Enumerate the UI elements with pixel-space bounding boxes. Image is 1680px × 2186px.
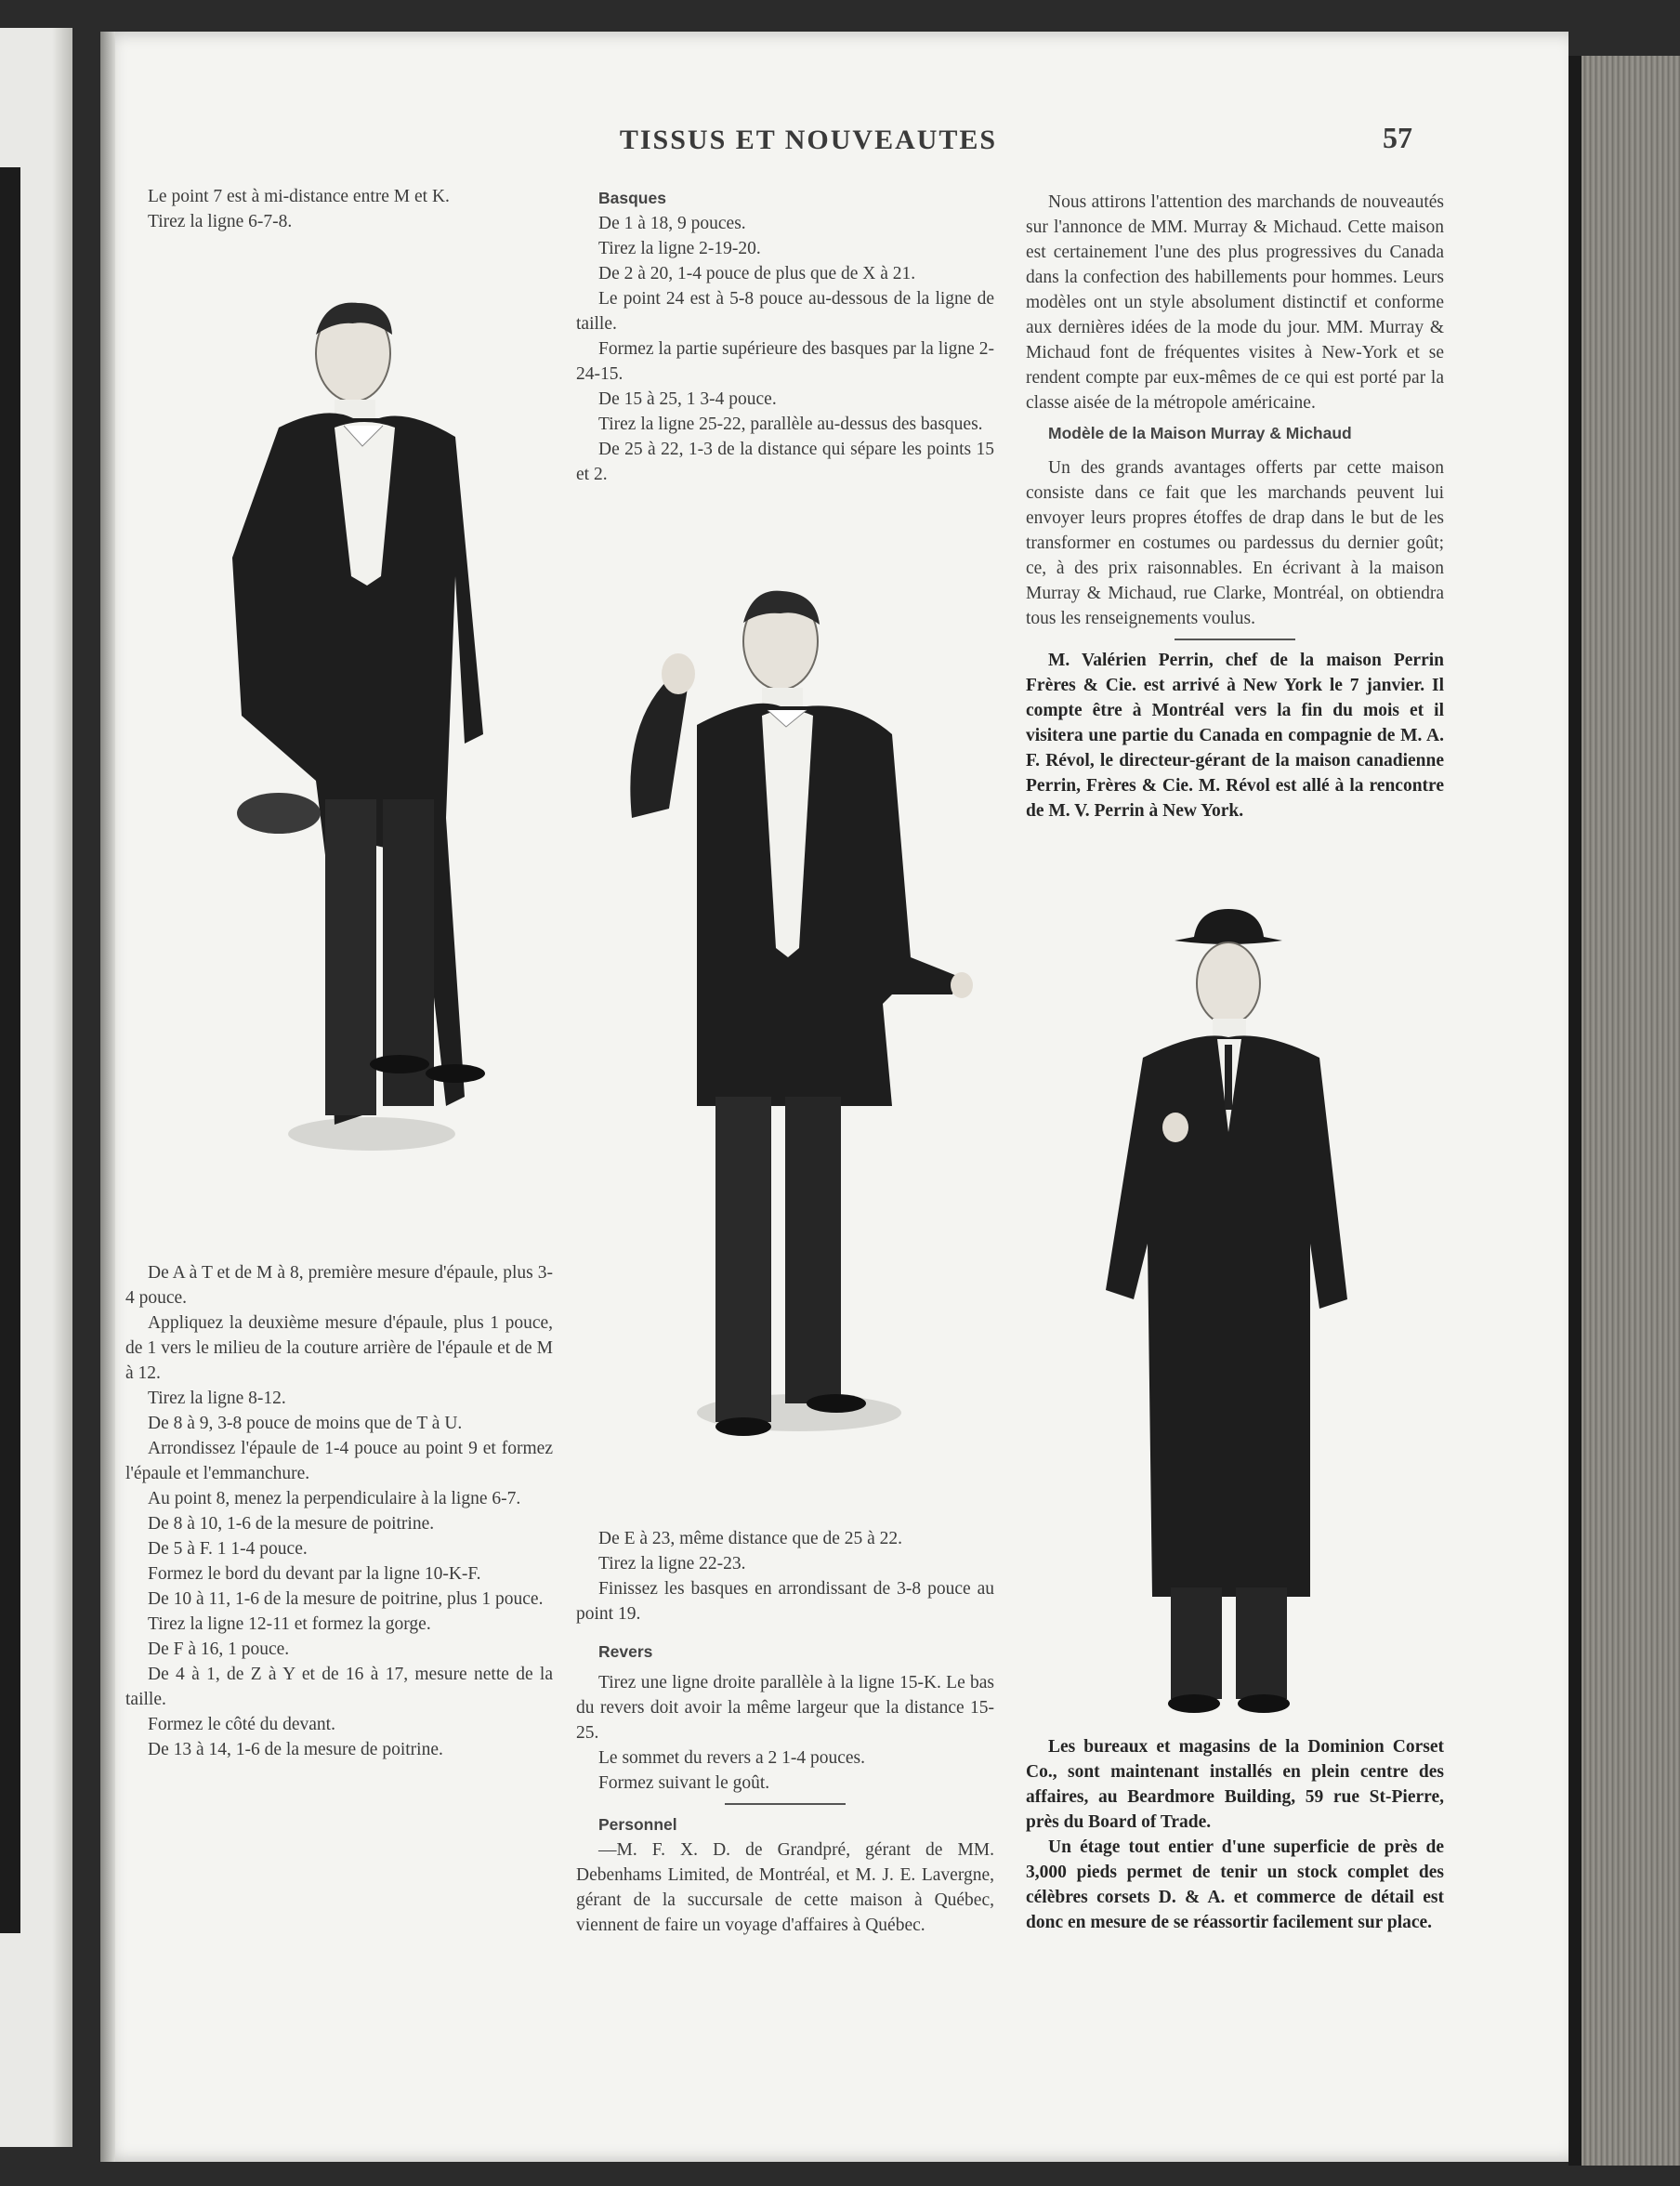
paragraph: De 5 à F. 1 1-4 pouce. bbox=[148, 1539, 308, 1559]
section-heading-basques: Basques bbox=[598, 189, 666, 207]
paragraph: De 1 à 18, 9 pouces. bbox=[598, 214, 746, 233]
page-number: 57 bbox=[1383, 121, 1412, 154]
divider bbox=[1175, 639, 1295, 640]
paragraph: De A à T et de M à 8, première mesure d'épaule, plus 3-4 pouce. bbox=[125, 1263, 553, 1308]
illustration-tailcoat-man bbox=[186, 297, 492, 1218]
book-gutter bbox=[100, 32, 115, 2162]
paragraph: Tirez la ligne 8-12. bbox=[148, 1389, 286, 1408]
paragraph: Au point 8, menez la perpendiculaire à la ligne 6-7. bbox=[148, 1489, 521, 1508]
paragraph: Tirez la ligne 2-19-20. bbox=[598, 239, 761, 258]
paragraph: Finissez les basques en arrondissant de 3-8 pouce au point 19. bbox=[576, 1579, 994, 1624]
paragraph: De 25 à 22, 1-3 de la distance qui sépare les points 15 et 2. bbox=[576, 440, 994, 484]
paragraph: De 13 à 14, 1-6 de la mesure de poitrine. bbox=[148, 1740, 443, 1759]
paragraph: De F à 16, 1 pouce. bbox=[148, 1640, 290, 1659]
paragraph: De 4 à 1, de Z à Y et de 16 à 17, mesure nette de la taille. bbox=[125, 1665, 553, 1709]
paragraph: Le sommet du revers a 2 1-4 pouces. bbox=[598, 1748, 865, 1768]
paragraph: De E à 23, même distance que de 25 à 22. bbox=[598, 1529, 903, 1548]
left-page-dark-bar bbox=[0, 167, 20, 1933]
paragraph: Formez la partie supérieure des basques par la ligne 2-24-15. bbox=[576, 339, 994, 384]
column-1-top bbox=[125, 184, 553, 234]
section-heading-revers: Revers bbox=[598, 1642, 653, 1661]
paragraph: Le point 24 est à 5-8 pouce au-dessous de la ligne de taille. bbox=[576, 289, 994, 334]
paragraph: Les bureaux et magasins de la Dominion Corset Co., sont maintenant installés en plein centre des affaires, au Beardmore Building, 59 rue St-Pierre, près du Board of Trade. bbox=[1026, 1737, 1444, 1832]
paragraph: Formez le bord du devant par la ligne 10-K-F. bbox=[148, 1564, 481, 1584]
left-page-shadow bbox=[52, 28, 72, 2147]
paragraph: De 10 à 11, 1-6 de la mesure de poitrine, plus 1 pouce. bbox=[148, 1589, 544, 1609]
paragraph: Formez le côté du devant. bbox=[148, 1715, 335, 1734]
book-page-stack bbox=[1568, 56, 1680, 2166]
paragraph: De 8 à 10, 1-6 de la mesure de poitrine. bbox=[148, 1514, 435, 1534]
paragraph: Un des grands avantages offerts par cette maison consiste dans ce fait que les marchands peuvent lui envoyer leurs propres étoffes de drap dans le but de les transformer en costumes ou pardessus du dernier goût; ce, à des prix raisonnables. En écrivant à la maison Murray & Michaud, rue Clarke, Montréal, on obtiendra tous les renseignements voulus. bbox=[1026, 458, 1444, 628]
column-2-top bbox=[576, 186, 994, 487]
running-head-title: TISSUS ET NOUVEAUTES bbox=[619, 125, 998, 155]
illustration-overcoat-man bbox=[1078, 909, 1385, 1745]
paragraph: Nous attirons l'attention des marchands de nouveautés sur l'annonce de MM. Murray & Michaud. Cette maison est certainement l'une des plus progressives du Canada dans la confection des habillements pour hommes. Leurs modèles ont un style absolument distinctif et conforme aux dernières idées de la mode du jour. MM. Murray & Michaud font de fréquentes visites à New-York et se rendent compte par eux-mêmes de ce qui est porté par la classe aisée de la métropole américaine. bbox=[1026, 192, 1444, 413]
column-2-bottom bbox=[576, 1526, 994, 1938]
paragraph: De 2 à 20, 1-4 pouce de plus que de X à 21. bbox=[598, 264, 916, 283]
left-page-edge bbox=[0, 28, 72, 2147]
paragraph: Appliquez la deuxième mesure d'épaule, plus 1 pouce, de 1 vers le milieu de la couture arrière de l'épaule et de M à 12. bbox=[125, 1313, 553, 1383]
column-3-bottom bbox=[1026, 1734, 1444, 1935]
paragraph: Un étage tout entier d'une superficie de près de 3,000 pieds permet de tenir un stock complet des célèbres corsets D. & A. et commerce de détail est donc en mesure de se réassortir facilement sur place. bbox=[1026, 1837, 1444, 1932]
paragraph: Tirez la ligne 12-11 et formez la gorge. bbox=[148, 1614, 431, 1634]
column-1-bottom bbox=[125, 1260, 553, 1762]
section-heading-personnel: Personnel bbox=[598, 1815, 677, 1834]
divider bbox=[725, 1803, 846, 1805]
paragraph-perrin: M. Valérien Perrin, chef de la maison Perrin Frères & Cie. est arrivé à New York le 7 janvier. Il compte être à Montréal vers la fin du mois et il visitera une partie du Canada en compagnie de M. A. F. Révol, le directeur-gérant de la maison canadienne Perrin, Frères & Cie. M. Révol est allé à la rencontre de M. V. Perrin à New York. bbox=[1026, 651, 1444, 821]
paragraph: Le point 7 est à mi-distance entre M et K. bbox=[148, 187, 450, 206]
paragraph: Tirez la ligne 25-22, parallèle au-dessus des basques. bbox=[598, 415, 983, 434]
section-heading-modele: Modèle de la Maison Murray & Michaud bbox=[1048, 424, 1352, 442]
paragraph: Arrondissez l'épaule de 1-4 pouce au point 9 et formez l'épaule et l'emmanchure. bbox=[125, 1439, 553, 1483]
paragraph: —M. F. X. D. de Grandpré, gérant de MM. Debenhams Limited, de Montréal, et M. J. E. Lavergne, gérant de la succursale de cette maison à Québec, viennent de faire un voyage d'affaires à Québec. bbox=[576, 1840, 994, 1935]
paragraph: Formez suivant le goût. bbox=[598, 1773, 770, 1793]
paragraph: De 15 à 25, 1 3-4 pouce. bbox=[598, 389, 777, 409]
paragraph: Tirez la ligne 6-7-8. bbox=[148, 212, 293, 231]
paragraph: Tirez une ligne droite parallèle à la ligne 15-K. Le bas du revers doit avoir la même largeur que la distance 15-25. bbox=[576, 1673, 994, 1743]
column-3-top bbox=[1026, 190, 1444, 823]
illustration-tuxedo-man bbox=[585, 586, 994, 1496]
paragraph: Tirez la ligne 22-23. bbox=[598, 1554, 746, 1574]
paragraph: De 8 à 9, 3-8 pouce de moins que de T à U. bbox=[148, 1414, 463, 1433]
